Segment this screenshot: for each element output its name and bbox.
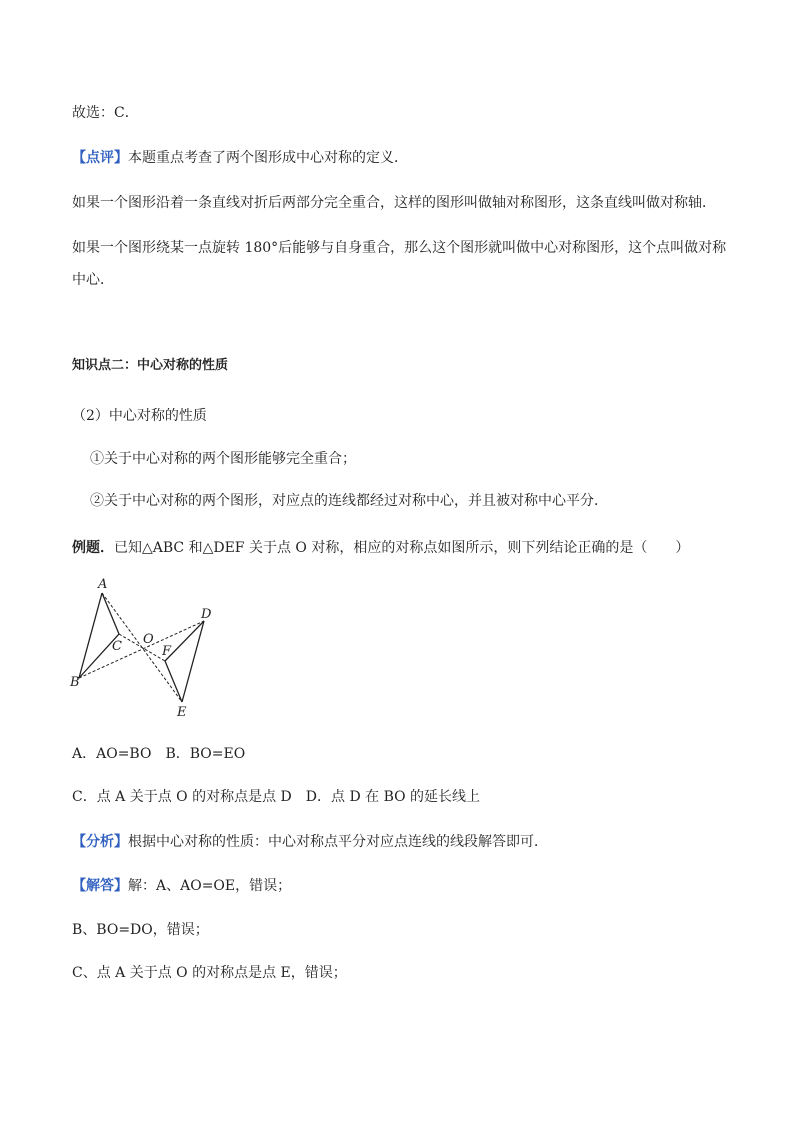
example-label: 例题．	[72, 540, 114, 556]
example-line	[72, 538, 689, 558]
central-symmetry-definition: 如果一个图形绕某一点旋转 180°后能够与自身重合，那么这个图形就叫做中心对称图形，这个点叫做对称	[72, 240, 727, 256]
comment-tag: 【点评】	[72, 150, 128, 166]
label-d: D	[201, 607, 212, 622]
segment-bd-dashed	[79, 621, 204, 678]
answer-c: C、点 A 关于点 O 的对称点是点 E，错误；	[72, 965, 347, 981]
sub-title: （2）中心对称的性质	[72, 408, 207, 424]
symmetry-figure	[66, 576, 226, 722]
example-text: 已知△ABC 和△DEF 关于点 O 对称，相应的对称点如图所示，则下列结论正确的是（ ）	[114, 540, 690, 556]
comment-line	[72, 148, 408, 168]
answer-tag: 【解答】	[72, 878, 128, 894]
label-a: A	[98, 577, 108, 592]
label-o: O	[143, 632, 154, 647]
analysis-text: 根据中心对称的性质：中心对称点平分对应点连线的线段解答即可．	[128, 834, 548, 850]
analysis-tag: 【分析】	[72, 834, 128, 850]
answer-text: 解：A、AO=OE，错误；	[128, 878, 292, 894]
answer-line	[72, 876, 291, 896]
axis-symmetry-definition: 如果一个图形沿着一条直线对折后两部分完全重合，这样的图形叫做轴对称图形，这条直线叫做对称轴．	[72, 195, 716, 211]
conclusion-line: 故选：C．	[72, 105, 139, 121]
label-f: F	[162, 644, 172, 659]
central-symmetry-definition-cont: 中心．	[72, 272, 114, 288]
section-title: 知识点二：中心对称的性质	[72, 358, 229, 373]
options-cd: C．点 A 关于点 O 的对称点是点 D D．点 D 在 BO 的延长线上	[72, 789, 481, 805]
comment-text: 本题重点考查了两个图形成中心对称的定义．	[128, 150, 408, 166]
label-b: B	[70, 675, 80, 690]
property-1: ①关于中心对称的两个图形能够完全重合；	[90, 451, 356, 467]
label-e: E	[177, 705, 187, 720]
analysis-line	[72, 832, 548, 852]
label-c: C	[112, 639, 122, 654]
answer-b: B、BO=DO，错误；	[72, 922, 209, 938]
property-2: ②关于中心对称的两个图形，对应点的连线都经过对称中心，并且被对称中心平分．	[90, 493, 608, 509]
options-ab: A．AO=BO B．BO=EO	[72, 746, 246, 762]
